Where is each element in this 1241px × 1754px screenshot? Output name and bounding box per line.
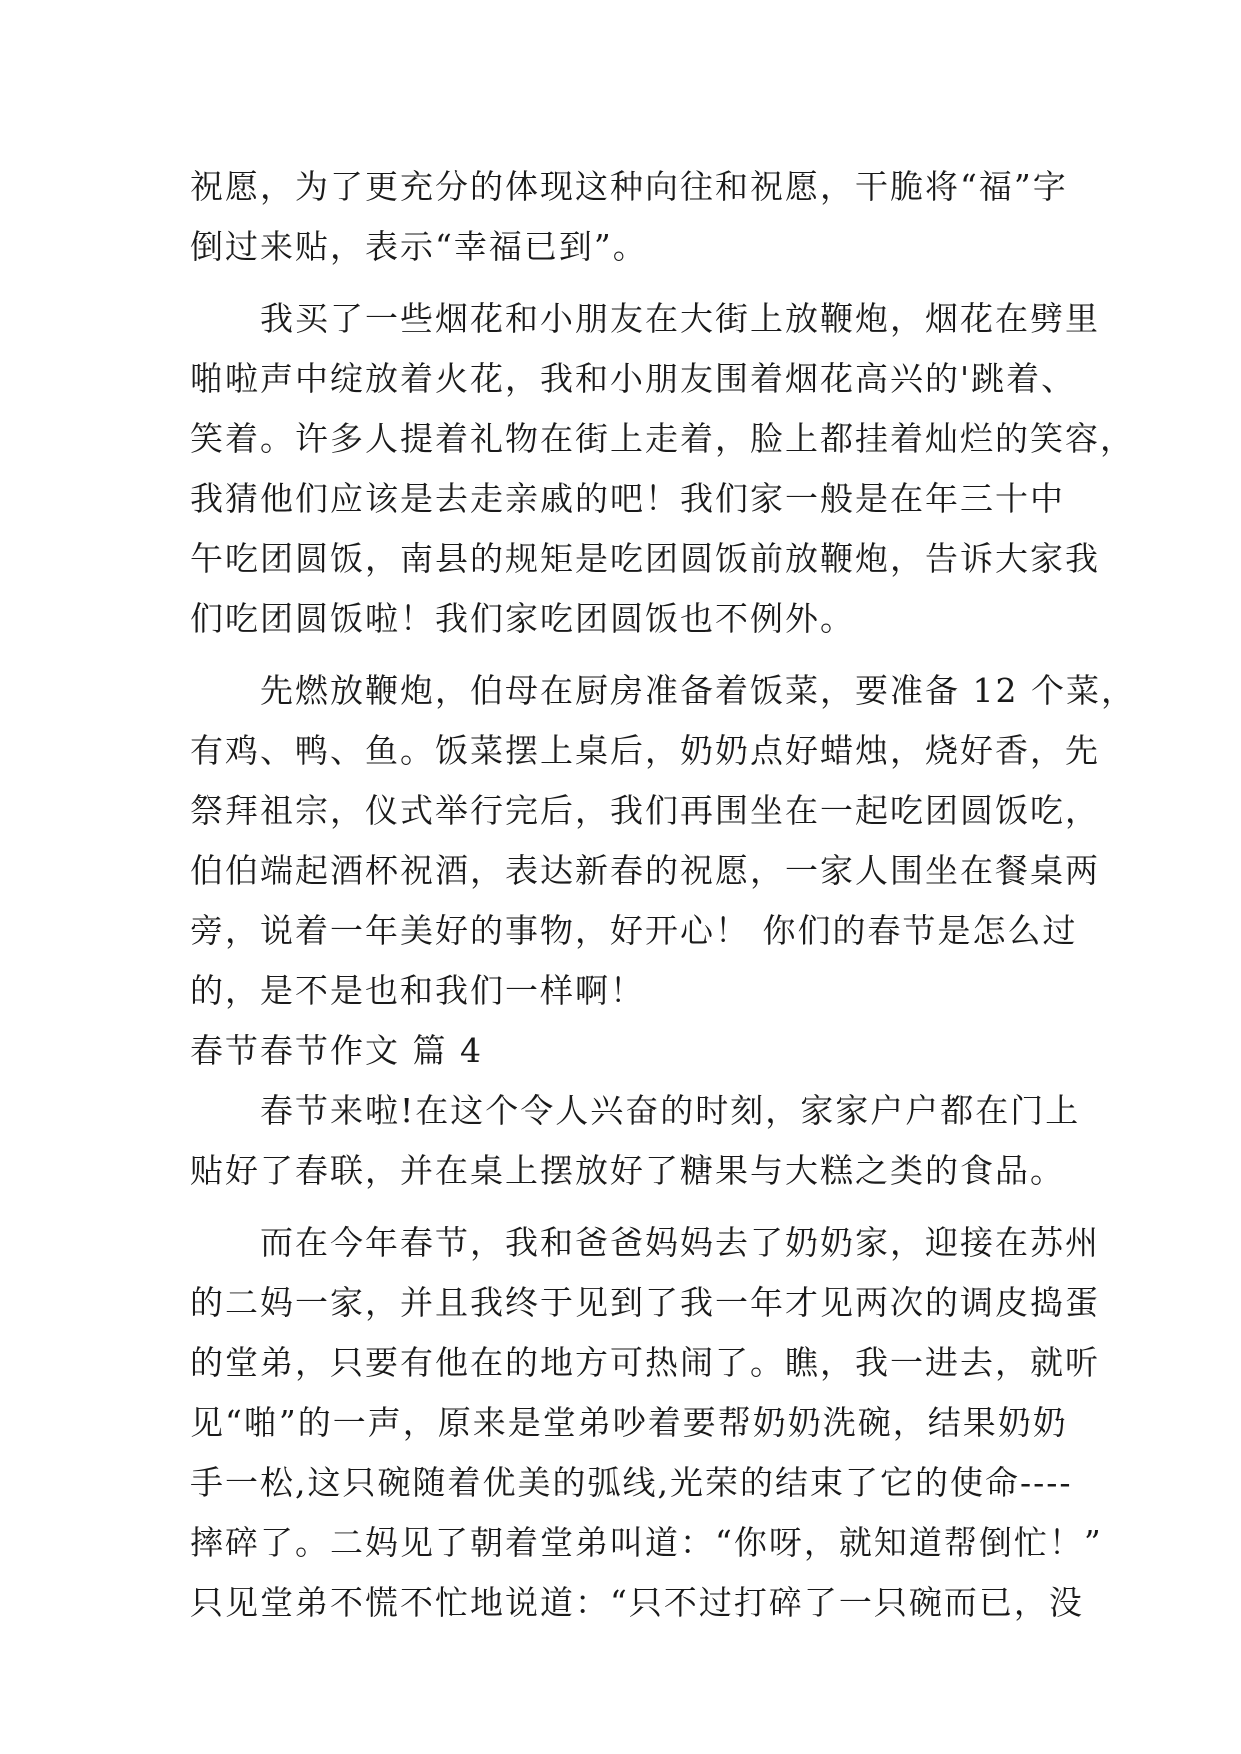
text-line: 的二妈一家，并且我终于见到了我一年才见两次的调皮捣蛋 [190,1283,1100,1322]
paragraph-start: 春节来啦!在这个令人兴奋的时刻，家家户户都在门上 [260,1091,1081,1130]
text-line: 见“啪”的一声，原来是堂弟吵着要帮奶奶洗碗，结果奶奶 [190,1403,1068,1442]
text-line: 的，是不是也和我们一样啊！ [190,971,645,1010]
text-line: 啪啦声中绽放着火花，我和小朋友围着烟花高兴的'跳着、 [190,359,1077,398]
text-line: 伯伯端起酒杯祝酒，表达新春的祝愿，一家人围坐在餐桌两 [190,851,1100,890]
text-line: 祝愿，为了更充分的体现这种向往和祝愿，干脆将“福”字 [190,167,1068,206]
text-line: 我猜他们应该是去走亲戚的吧！我们家一般是在年三十中 [190,479,1065,518]
paragraph-start: 而在今年春节，我和爸爸妈妈去了奶奶家，迎接在苏州 [260,1223,1100,1262]
paragraph-start: 先燃放鞭炮，伯母在厨房准备着饭菜，要准备 12 个菜， [260,671,1136,710]
text-line: 只见堂弟不慌不忙地说道：“只不过打碎了一只碗而已，没 [190,1583,1084,1622]
text-line: 倒过来贴，表示“幸福已到”。 [190,227,648,266]
text-line: 们吃团圆饭啦！我们家吃团圆饭也不例外。 [190,599,855,638]
text-line: 旁，说着一年美好的事物，好开心！ 你们的春节是怎么过 [190,911,1078,950]
text-line: 祭拜祖宗，仪式举行完后，我们再围坐在一起吃团圆饭吃， [190,791,1100,830]
text-line: 摔碎了。二妈见了朝着堂弟叫道：“你呀，就知道帮倒忙！” [190,1523,1103,1562]
text-line: 手一松,这只碗随着优美的弧线,光荣的结束了它的使命---- [190,1463,1073,1502]
text-line: 有鸡、鸭、鱼。饭菜摆上桌后，奶奶点好蜡烛，烧好香，先 [190,731,1100,770]
section-heading: 春节春节作文 篇 4 [190,1031,483,1070]
text-line: 贴好了春联，并在桌上摆放好了糖果与大糕之类的食品。 [190,1151,1065,1190]
text-line: 午吃团圆饭，南县的规矩是吃团圆饭前放鞭炮，告诉大家我 [190,539,1100,578]
paragraph-start: 我买了一些烟花和小朋友在大街上放鞭炮，烟花在劈里 [260,299,1100,338]
text-line: 笑着。许多人提着礼物在街上走着，脸上都挂着灿烂的笑容， [190,419,1135,458]
article-body [190,157,1136,1633]
text-line: 的堂弟，只要有他在的地方可热闹了。瞧，我一进去，就听 [190,1343,1100,1382]
